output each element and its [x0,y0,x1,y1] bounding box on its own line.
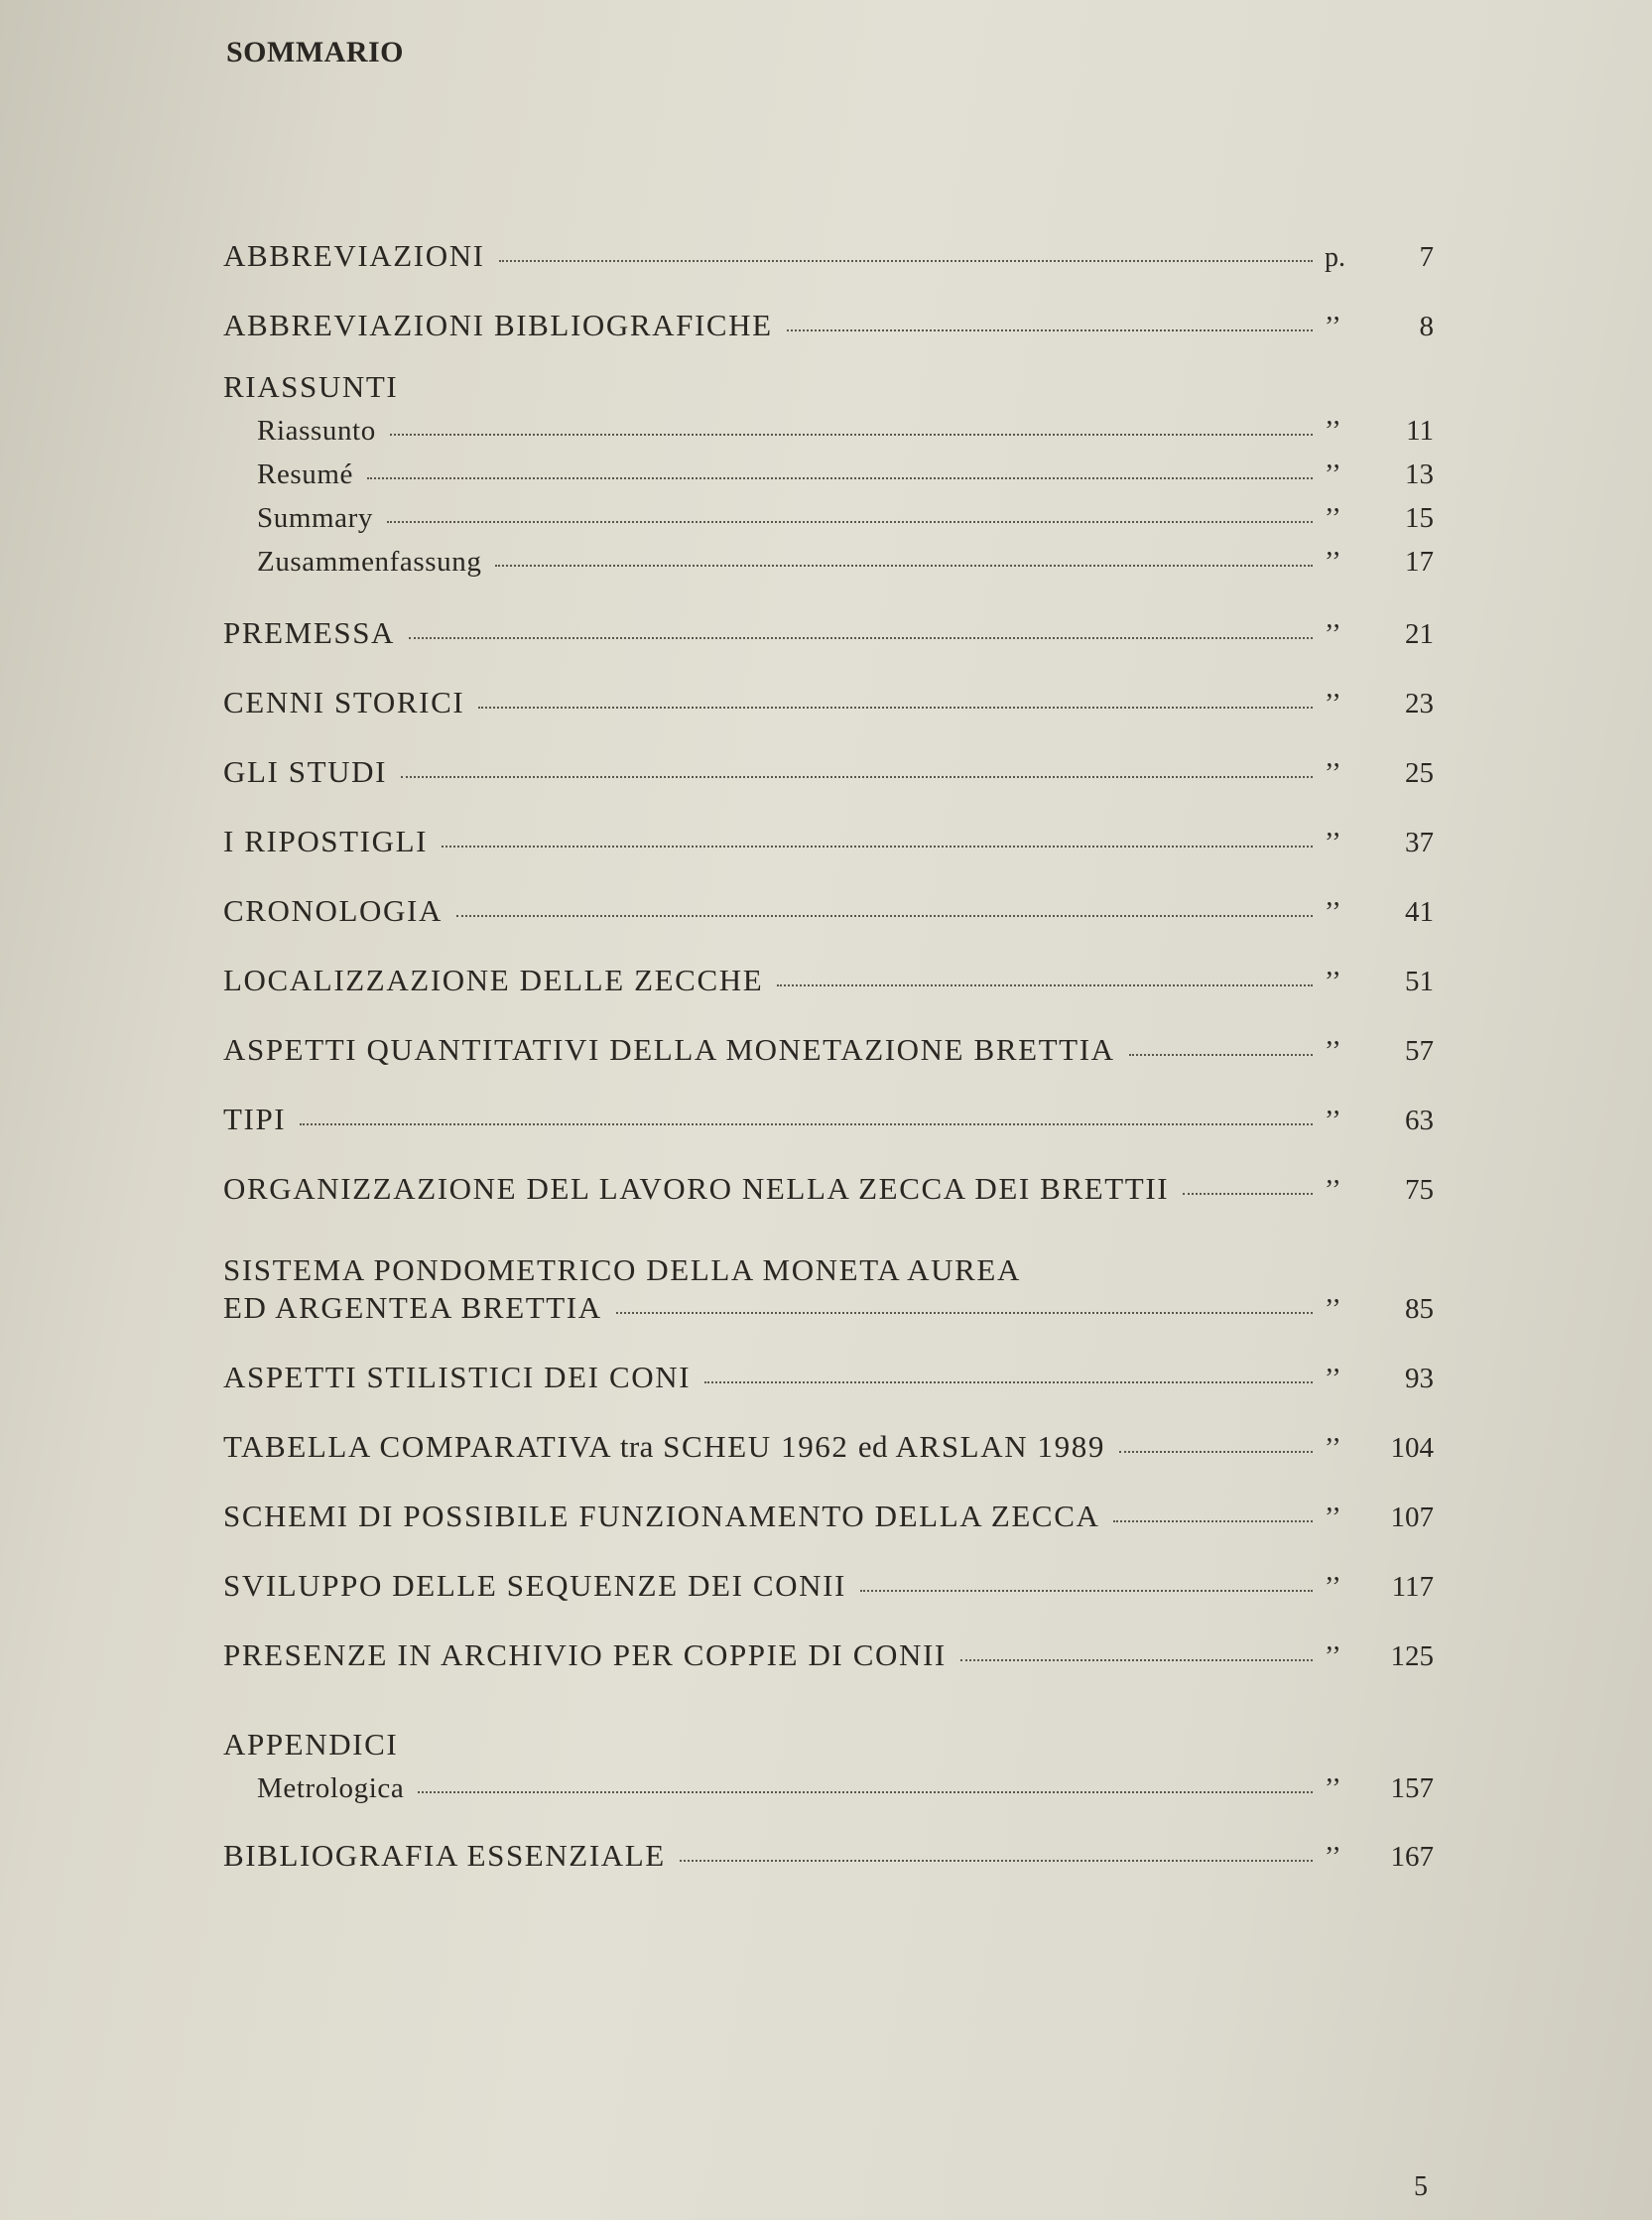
entry-title: ABBREVIAZIONI BIBLIOGRAFICHE [223,308,773,342]
toc-entry [223,1032,1434,1068]
dot-leader [401,776,1313,778]
toc-entry [223,308,1434,343]
ditto-mark: ’’ [1325,1433,1341,1464]
dot-leader [456,915,1313,917]
dot-leader [860,1590,1313,1592]
toc-entry [223,238,1434,274]
entry-title: Riassunto [257,415,376,447]
page-number: 167 [1390,1841,1434,1873]
entry-title: PRESENZE IN ARCHIVIO PER COPPIE DI CONII [223,1637,947,1672]
toc-entry [223,1499,1434,1534]
page-prefix: p. [1325,242,1345,273]
toc-entry [223,1568,1434,1604]
dot-leader [1113,1520,1313,1522]
entry-title-part: TABELLA COMPARATIVA [223,1429,620,1464]
dot-leader [499,260,1313,262]
dot-leader [409,637,1313,639]
ditto-mark: ’’ [1325,619,1341,650]
dot-leader [495,565,1313,567]
page-number: 25 [1405,757,1434,789]
dot-leader [442,846,1313,848]
dot-leader [387,521,1313,523]
entry-title: TIPI [223,1102,287,1136]
entry-title: SCHEMI DI POSSIBILE FUNZIONAMENTO DELLA ZECCA [223,1499,1100,1533]
page-number: 57 [1405,1035,1434,1067]
ditto-mark: ’’ [1325,758,1341,789]
dot-leader [478,707,1313,709]
page-number: 51 [1405,966,1434,997]
ditto-mark: ’’ [1325,689,1341,719]
ditto-mark: ’’ [1325,1364,1341,1394]
toc-subentry [223,502,1434,535]
toc-entry [223,1637,1434,1673]
entry-title-part: ARSLAN 1989 [887,1429,1105,1464]
toc-entry [223,1171,1434,1207]
dot-leader [777,984,1313,986]
toc-subentry [223,1772,1434,1805]
entry-title: LOCALIZZAZIONE DELLE ZECCHE [223,963,764,997]
ditto-mark: ’’ [1325,967,1341,997]
ditto-mark: ’’ [1325,1502,1341,1533]
page-number: 41 [1405,896,1434,928]
page-number: 11 [1406,415,1434,447]
dot-leader [367,477,1313,479]
ditto-mark: ’’ [1325,1773,1341,1804]
dot-leader [390,434,1313,436]
entry-title: CRONOLOGIA [223,893,443,928]
toc-entry [223,1429,1434,1465]
toc-entry [223,963,1434,998]
page-number: 7 [1419,241,1434,273]
entry-title: Resumé [257,458,354,490]
entry-title: ASPETTI STILISTICI DEI CONI [223,1360,692,1394]
dot-leader [1129,1054,1313,1056]
page-number: 117 [1391,1571,1434,1603]
entry-title: BIBLIOGRAFIA ESSENZIALE [223,1838,666,1873]
toc-entry [223,685,1434,720]
ditto-mark: ’’ [1325,1106,1341,1136]
ditto-mark: ’’ [1325,897,1341,928]
dot-leader [616,1312,1313,1314]
toc-entry [223,1360,1434,1395]
page-number: 63 [1405,1105,1434,1136]
page-number: 107 [1390,1502,1434,1533]
entry-title: CENNI STORICI [223,685,465,719]
dot-leader [300,1123,1313,1125]
page-number: 93 [1405,1363,1434,1394]
ditto-mark: ’’ [1325,1036,1341,1067]
page-number: 8 [1419,311,1434,342]
page-number: 125 [1390,1640,1434,1672]
page-number: 85 [1405,1293,1434,1325]
toc-entry [223,1102,1434,1137]
page-number: 37 [1405,827,1434,858]
page-number: 157 [1390,1772,1434,1804]
ditto-mark: ’’ [1325,1294,1341,1325]
toc-entry [223,893,1434,929]
toc-entry [223,1838,1434,1874]
entry-title: ABBREVIAZIONI [223,238,485,273]
toc-entry [223,754,1434,790]
entry-title: Zusammenfassung [257,546,482,578]
ditto-mark: ’’ [1325,312,1341,342]
dot-leader [704,1381,1313,1383]
toc-entry [223,824,1434,859]
toc-entry [223,1290,1434,1326]
page-number: 23 [1405,688,1434,719]
entry-title: PREMESSA [223,615,396,650]
entry-title: GLI STUDI [223,754,388,789]
toc-subentry [223,458,1434,491]
dot-leader [1119,1451,1313,1453]
entry-title: Metrologica [257,1772,405,1804]
ditto-mark: ’’ [1325,416,1341,447]
ditto-mark: ’’ [1325,1641,1341,1672]
dot-leader [418,1791,1313,1793]
page-number: 17 [1405,546,1434,578]
dot-leader [787,329,1313,331]
ditto-mark: ’’ [1325,459,1341,490]
toc-group-heading: RIASSUNTI [223,369,399,404]
ditto-mark: ’’ [1325,1175,1341,1206]
ditto-mark: ’’ [1325,503,1341,534]
ditto-mark: ’’ [1325,1572,1341,1603]
dot-leader [1183,1193,1313,1195]
entry-title: I RIPOSTIGLI [223,824,429,858]
page-number: 21 [1405,618,1434,650]
entry-title-part: ed [857,1429,888,1464]
toc-entry-title-line: SISTEMA PONDOMETRICO DELLA MONETA AUREA [223,1252,1021,1287]
folio-page-number: 5 [1414,2171,1428,2202]
page-number: 13 [1405,458,1434,490]
page-number: 104 [1390,1432,1434,1464]
dot-leader [680,1860,1313,1862]
entry-title [223,1429,1105,1465]
entry-title: Summary [257,502,373,534]
entry-title: SVILUPPO DELLE SEQUENZE DEI CONII [223,1568,846,1603]
entry-title-part: SCHEU 1962 [653,1429,858,1464]
entry-title: ORGANIZZAZIONE DEL LAVORO NELLA ZECCA DEI BRETTII [223,1171,1170,1206]
toc-group-heading: APPENDICI [223,1727,399,1762]
toc-subentry [223,415,1434,448]
entry-title-part: tra [619,1429,654,1464]
toc-subentry [223,546,1434,579]
page-number: 75 [1405,1174,1434,1206]
dot-leader [960,1659,1313,1661]
entry-title: ASPETTI QUANTITATIVI DELLA MONETAZIONE BRETTIA [223,1032,1115,1067]
entry-title: ED ARGENTEA BRETTIA [223,1290,602,1325]
ditto-mark: ’’ [1325,1842,1341,1873]
ditto-mark: ’’ [1325,828,1341,858]
toc-entry [223,615,1434,651]
ditto-mark: ’’ [1325,547,1341,578]
page-number: 15 [1405,502,1434,534]
section-heading: SOMMARIO [226,36,404,68]
